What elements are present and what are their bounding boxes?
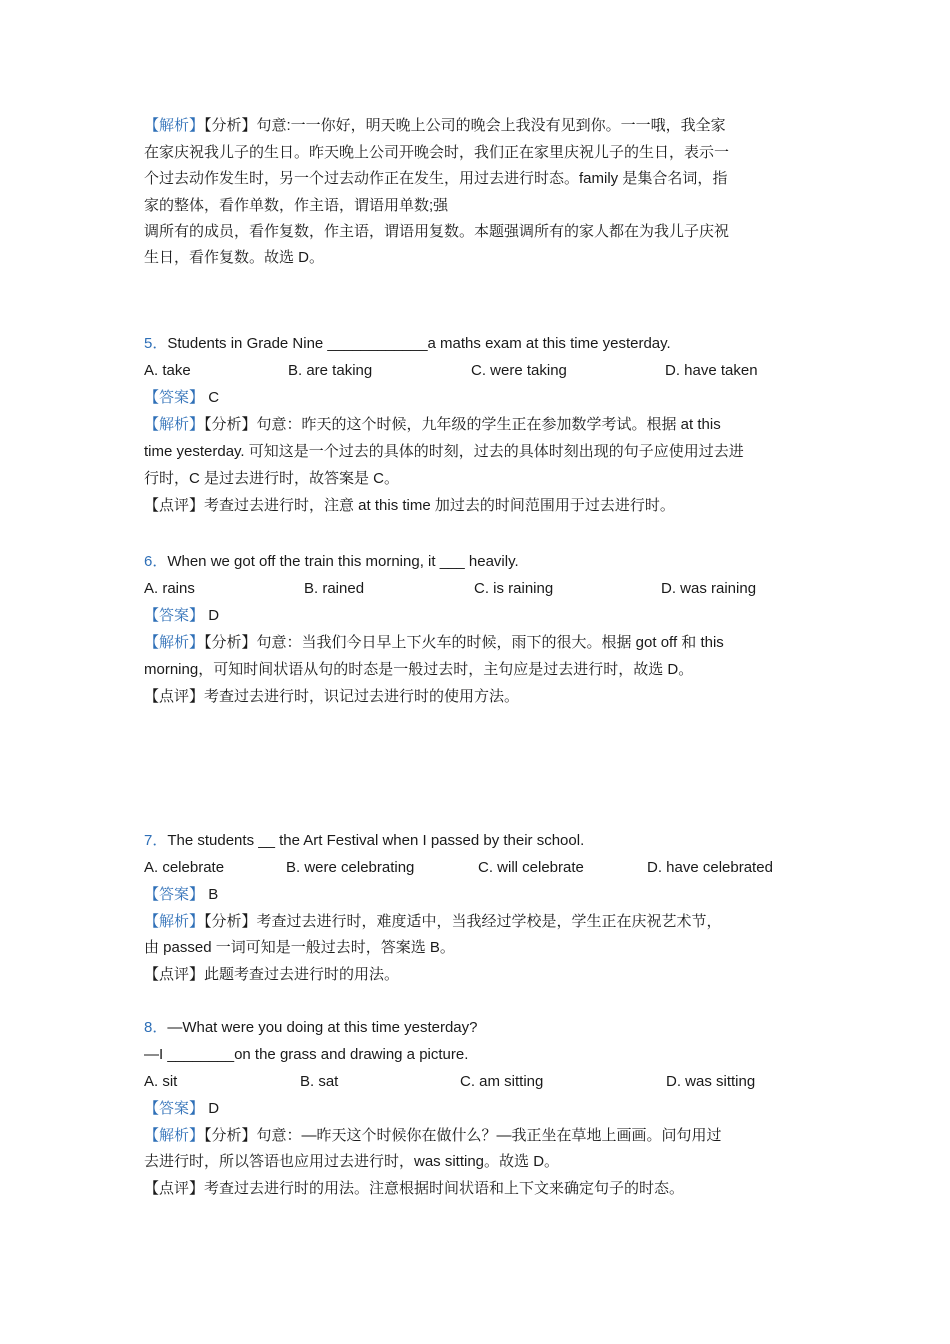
analysis-line: 由 passed 一词可知是一般过去时，答案选 B。 <box>144 939 455 956</box>
analysis-line: 行时，C 是过去进行时，故答案是 C。 <box>144 470 400 487</box>
analysis-line: time yesterday. 可知这是一个过去的具体的时刻，过去的具体时刻出现的句子应使用过去进 <box>144 443 744 460</box>
option-b: B. are taking <box>288 362 373 379</box>
question-number: 7． <box>144 832 168 849</box>
answer-line <box>144 885 809 905</box>
answer-tag: 【答案】 <box>144 607 205 624</box>
option-d: D. have celebrated <box>647 859 773 876</box>
analysis-line <box>144 415 809 435</box>
comment-line: 【点评】考查过去进行时，注意 at this time 加过去的时间范围用于过去进行时。 <box>144 497 675 514</box>
option-d: D. was raining <box>661 580 757 597</box>
jiexi-tag: 【解析】 <box>144 416 205 433</box>
answer-line <box>144 388 809 408</box>
option-c: C. will celebrate <box>478 859 584 876</box>
question-7-stem <box>144 831 809 851</box>
answer-value: C <box>208 389 220 406</box>
option-b: B. were celebrating <box>286 859 415 876</box>
answer-line <box>144 606 809 626</box>
intro-line-6: 生日，看作复数。故选 D。 <box>144 249 325 266</box>
option-c: C. am sitting <box>460 1073 544 1090</box>
intro-line-2: 在家庆祝我儿子的生日。昨天晚上公司开晚会时，我们正在家里庆祝儿子的生日，表示一 <box>144 144 730 161</box>
option-a: A. celebrate <box>144 859 225 876</box>
intro-line-5: 调所有的成员，看作复数，作主语，谓语用复数。本题强调所有的家人都在为我儿子庆祝 <box>144 223 730 240</box>
question-number: 6． <box>144 553 168 570</box>
analysis-text: 【分析】句意：当我们今日早上下火车的时候，雨下的很大。根据 got off 和 this <box>204 634 724 651</box>
analysis-text: 【分析】考查过去进行时，难度适中，当我经过学校是，学生正在庆祝艺术节， <box>204 913 722 930</box>
answer-line <box>144 1099 809 1119</box>
question-text: The students __ the Art Festival when I passed by their school. <box>167 832 585 849</box>
analysis-line: 去进行时，所以答语也应用过去进行时，was sitting。故选 D。 <box>144 1153 560 1170</box>
option-a: A. take <box>144 362 191 379</box>
intro-line-1 <box>144 116 809 136</box>
jiexi-tag: 【解析】 <box>144 634 205 651</box>
comment-line: 【点评】此题考查过去进行时的用法。 <box>144 966 400 983</box>
comment-line: 【点评】考查过去进行时的用法。注意根据时间状语和上下文来确定句子的时态。 <box>144 1180 685 1197</box>
option-c: C. is raining <box>474 580 554 597</box>
answer-tag: 【答案】 <box>144 389 205 406</box>
analysis-line <box>144 633 809 653</box>
question-number: 5． <box>144 335 168 352</box>
analysis-text: 【分析】句意：昨天的这个时候，九年级的学生正在参加数学考试。根据 at this <box>204 416 721 433</box>
jiexi-tag: 【解析】 <box>144 117 205 134</box>
option-d: D. was sitting <box>666 1073 756 1090</box>
analysis-line <box>144 1126 809 1146</box>
option-c: C. were taking <box>471 362 567 379</box>
analysis-text: 【分析】句意：—昨天这个时候你在做什么？—我正坐在草地上画画。问句用过 <box>204 1127 722 1144</box>
answer-value: B <box>208 886 219 903</box>
question-6-stem <box>144 552 809 572</box>
answer-value: D <box>208 607 220 624</box>
question-text: —What were you doing at this time yesterday? <box>167 1019 478 1036</box>
option-b: B. sat <box>300 1073 339 1090</box>
jiexi-tag: 【解析】 <box>144 913 205 930</box>
answer-tag: 【答案】 <box>144 886 205 903</box>
intro-line-4: 家的整体，看作单数，作主语，谓语用单数;强 <box>144 197 449 214</box>
answer-tag: 【答案】 <box>144 1100 205 1117</box>
question-text: When we got off the train this morning, it ___ heavily. <box>167 553 519 570</box>
question-8-stem-line-2: —I ________on the grass and drawing a picture. <box>144 1046 469 1063</box>
comment-line: 【点评】考查过去进行时，识记过去进行时的使用方法。 <box>144 688 520 705</box>
answer-value: D <box>208 1100 220 1117</box>
question-8-stem <box>144 1018 809 1038</box>
analysis-line: morning，可知时间状语从句的时态是一般过去时，主句应是过去进行时，故选 D。 <box>144 661 694 678</box>
intro-line-3: 个过去动作发生时，另一个过去动作正在发生，用过去进行时态。family 是集合名词，指 <box>144 170 728 187</box>
analysis-line <box>144 912 809 932</box>
option-a: A. rains <box>144 580 195 597</box>
jiexi-tag: 【解析】 <box>144 1127 205 1144</box>
question-5-stem <box>144 334 809 354</box>
option-b: B. rained <box>304 580 365 597</box>
intro-text: 【分析】句意:一一你好，明天晚上公司的晚会上我没有见到你。一一哦，我全家 <box>204 117 726 134</box>
question-number: 8． <box>144 1019 168 1036</box>
option-a: A. sit <box>144 1073 178 1090</box>
option-d: D. have taken <box>665 362 758 379</box>
question-text: Students in Grade Nine ____________a maths exam at this time yesterday. <box>167 335 671 352</box>
